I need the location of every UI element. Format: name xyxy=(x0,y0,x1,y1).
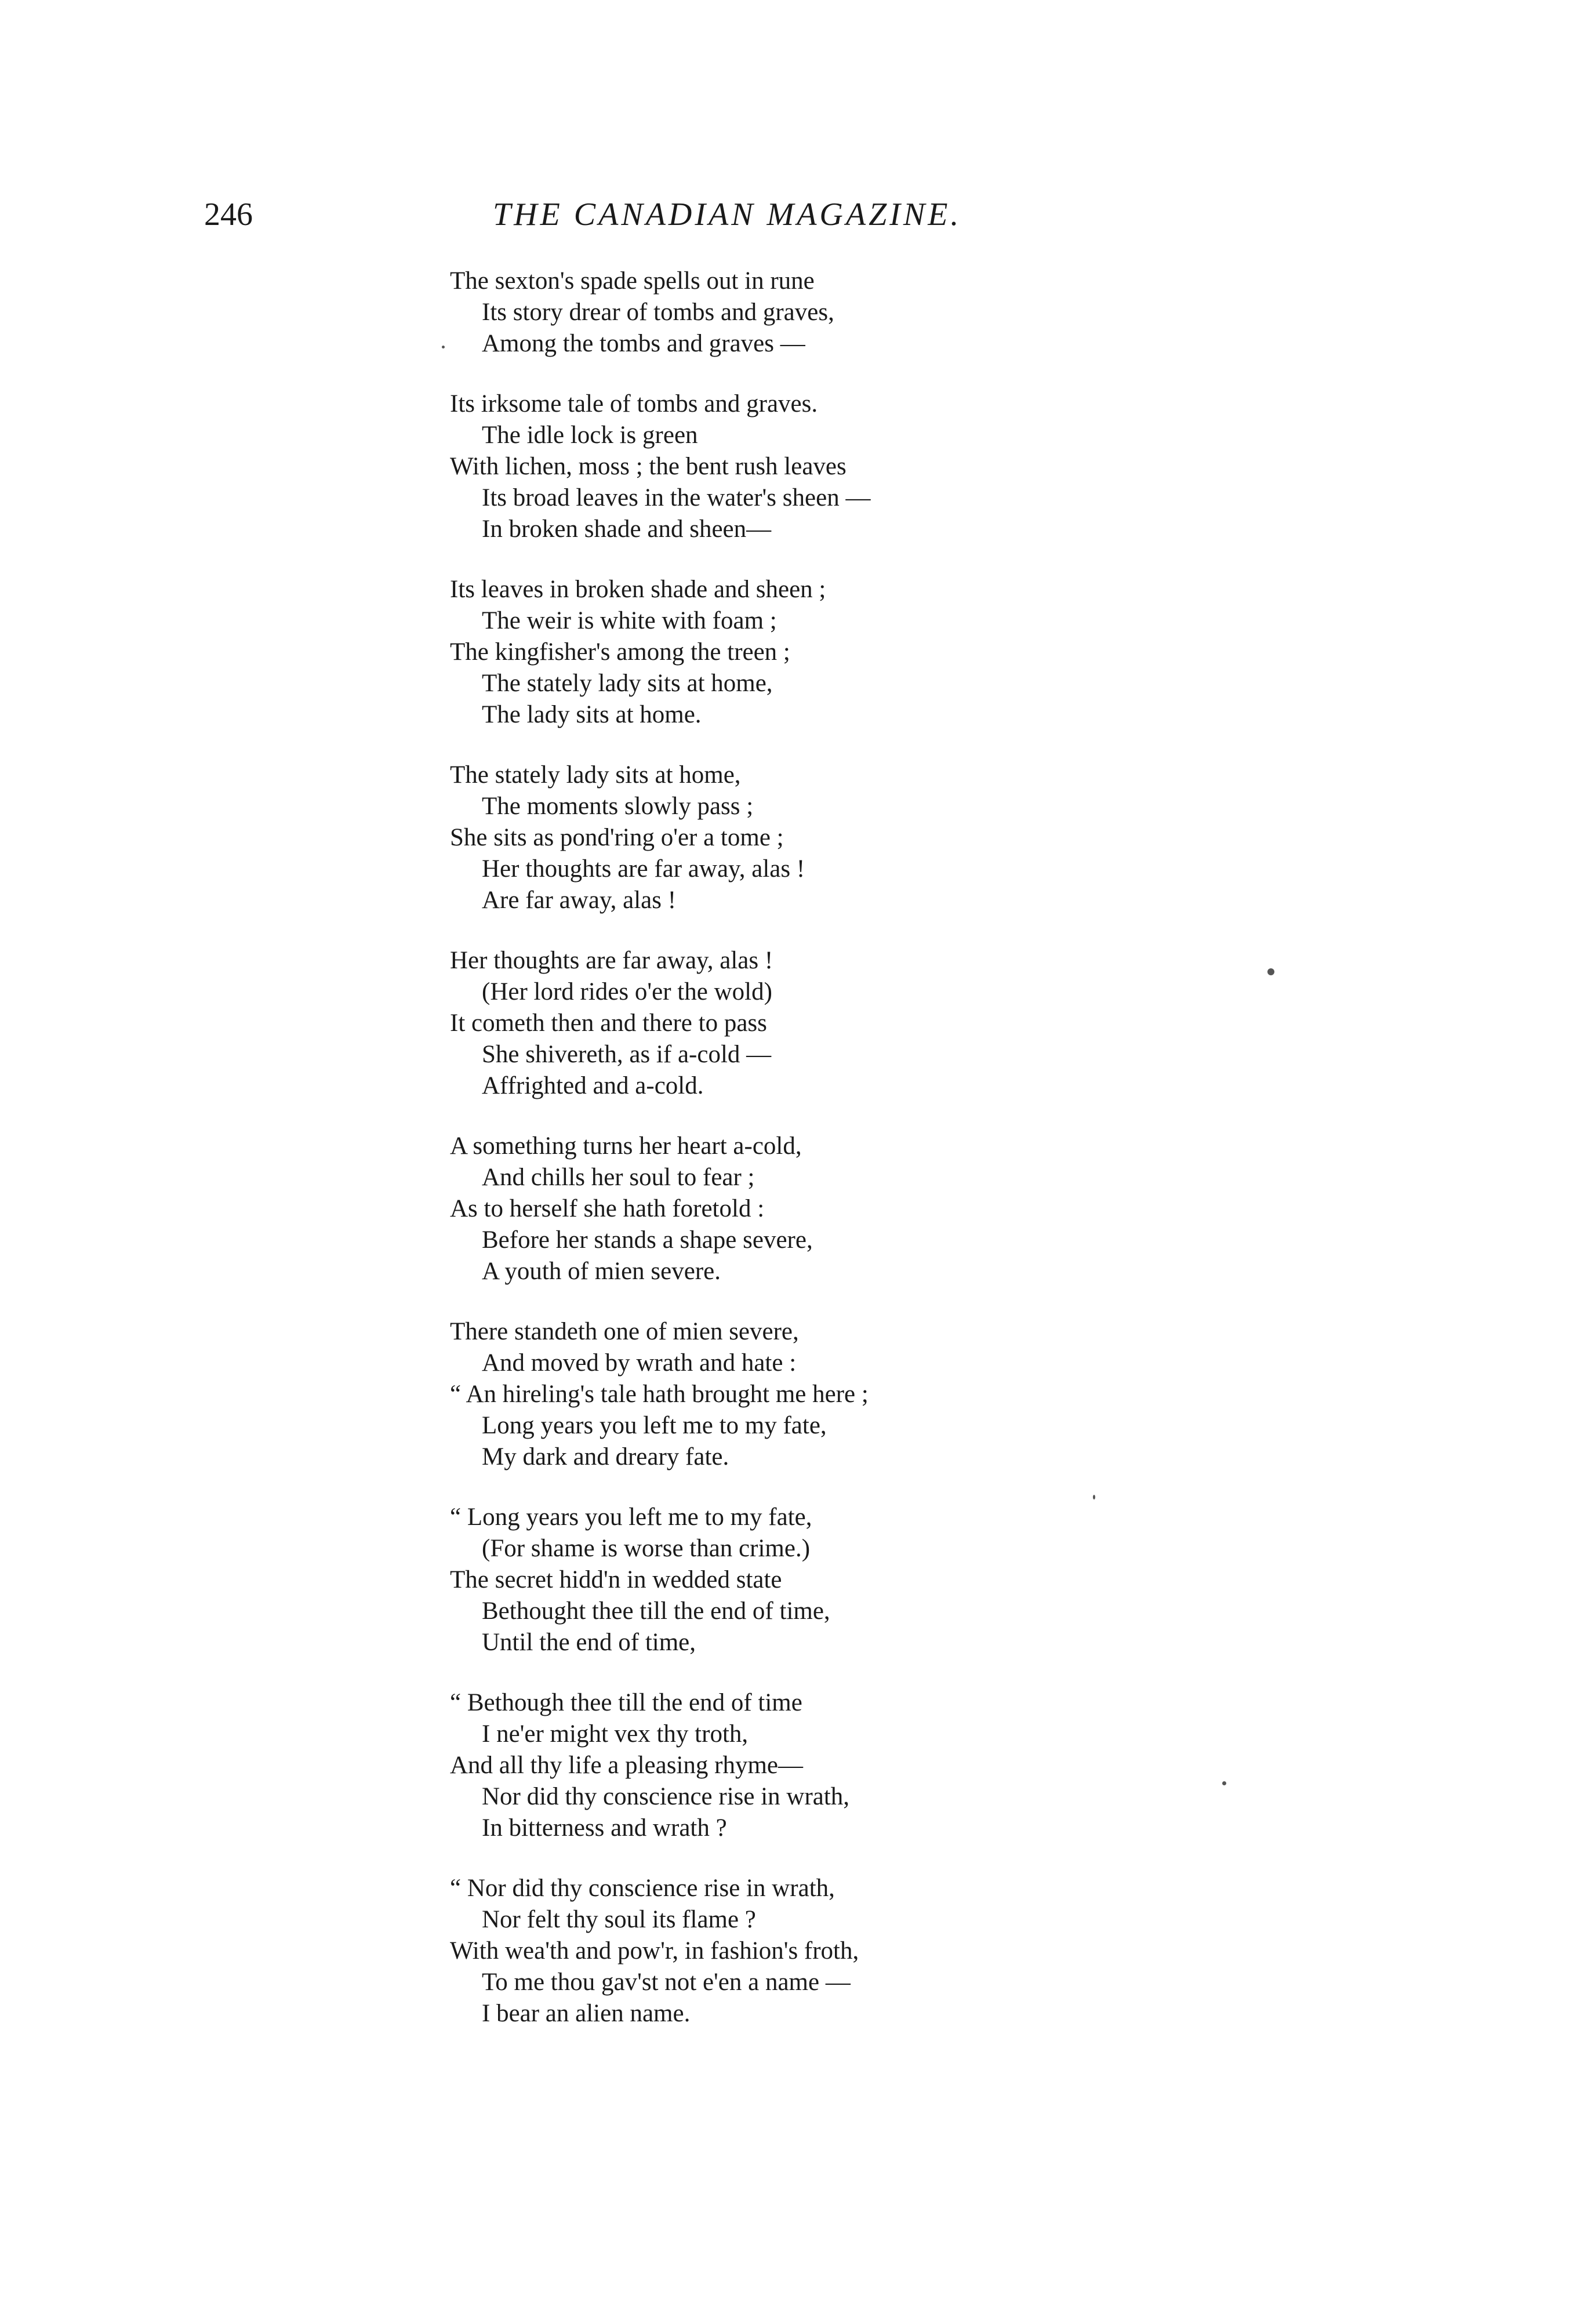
stanza xyxy=(450,266,1204,360)
poem-line: Bethought thee till the end of time, xyxy=(482,1597,830,1625)
stanza xyxy=(450,1316,1204,1473)
poem-line: With lichen, moss ; the bent rush leaves xyxy=(450,453,847,480)
print-speck xyxy=(1093,1495,1095,1499)
stanza xyxy=(450,760,1204,916)
poem-line: The stately lady sits at home, xyxy=(482,670,773,697)
poem-line: The moments slowly pass ; xyxy=(482,793,754,820)
stanza xyxy=(450,1687,1204,1844)
poem-line: Her thoughts are far away, alas ! xyxy=(482,855,805,883)
print-speck xyxy=(1267,968,1274,975)
poem-line: Affrighted and a-cold. xyxy=(482,1072,704,1099)
poem-line: “ Long years you left me to my fate, xyxy=(450,1504,812,1531)
poem-line: Before her stands a shape severe, xyxy=(482,1226,813,1254)
page-number: 246 xyxy=(204,197,253,233)
poem-line: Its irksome tale of tombs and graves. xyxy=(450,390,818,417)
poem-line: My dark and dreary fate. xyxy=(482,1443,729,1470)
poem-line: The sexton's spade spells out in rune xyxy=(450,267,815,295)
stanza xyxy=(450,1131,1204,1287)
poem-line: In bitterness and wrath ? xyxy=(482,1814,727,1842)
poem-line: She sits as pond'ring o'er a tome ; xyxy=(450,824,784,851)
print-speck xyxy=(1222,1781,1226,1785)
poem-line: The kingfisher's among the treen ; xyxy=(450,638,790,666)
print-speck xyxy=(442,346,445,348)
poem-line: A youth of mien severe. xyxy=(482,1258,721,1285)
poem-line: There standeth one of mien severe, xyxy=(450,1318,799,1345)
poem-line: The secret hidd'n in wedded state xyxy=(450,1566,782,1593)
poem-line: The idle lock is green xyxy=(482,422,698,449)
poem-line: To me thou gav'st not e'en a name — xyxy=(482,1969,851,1996)
poem-line: Are far away, alas ! xyxy=(482,887,677,914)
poem-line: Nor did thy conscience rise in wrath, xyxy=(482,1783,850,1810)
poem-line: “ Nor did thy conscience rise in wrath, xyxy=(450,1875,835,1902)
poem-line: “ An hireling's tale hath brought me here ; xyxy=(450,1381,869,1408)
poem-line: And all thy life a pleasing rhyme— xyxy=(450,1752,804,1779)
poem-line: Long years you left me to my fate, xyxy=(482,1412,827,1439)
poem-line: She shivereth, as if a-cold — xyxy=(482,1041,772,1068)
poem-line: A something turns her heart a-cold, xyxy=(450,1132,802,1160)
poem-line: (For shame is worse than crime.) xyxy=(482,1535,811,1562)
poem-line: I ne'er might vex thy troth, xyxy=(482,1720,749,1748)
running-head-title: THE CANADIAN MAGAZINE. xyxy=(493,197,962,233)
poem-line: In broken shade and sheen— xyxy=(482,515,772,543)
poem-line: The stately lady sits at home, xyxy=(450,761,741,789)
poem-line: Nor felt thy soul its flame ? xyxy=(482,1906,756,1933)
poem-line: As to herself she hath foretold : xyxy=(450,1195,765,1222)
poem-line: “ Bethough thee till the end of time xyxy=(450,1689,802,1716)
poem-line: The weir is white with foam ; xyxy=(482,607,777,634)
poem xyxy=(450,266,1204,2058)
poem-line: Among the tombs and graves — xyxy=(482,330,805,357)
stanza xyxy=(450,574,1204,731)
poem-line: (Her lord rides o'er the wold) xyxy=(482,978,772,1005)
poem-line: Her thoughts are far away, alas ! xyxy=(450,947,773,974)
poem-line: I bear an alien name. xyxy=(482,2000,691,2027)
stanza xyxy=(450,1502,1204,1658)
poem-line: With wea'th and pow'r, in fashion's froth, xyxy=(450,1937,859,1964)
poem-line: It cometh then and there to pass xyxy=(450,1010,767,1037)
poem-line: Its story drear of tombs and graves, xyxy=(482,299,834,326)
poem-line: Its broad leaves in the water's sheen — xyxy=(482,484,871,511)
stanza xyxy=(450,1873,1204,2029)
poem-line: Its leaves in broken shade and sheen ; xyxy=(450,576,826,603)
poem-line: And moved by wrath and hate : xyxy=(482,1349,797,1377)
poem-line: Until the end of time, xyxy=(482,1629,696,1656)
poem-line: The lady sits at home. xyxy=(482,701,702,728)
stanza xyxy=(450,945,1204,1102)
poem-line: And chills her soul to fear ; xyxy=(482,1164,755,1191)
stanza xyxy=(450,388,1204,545)
